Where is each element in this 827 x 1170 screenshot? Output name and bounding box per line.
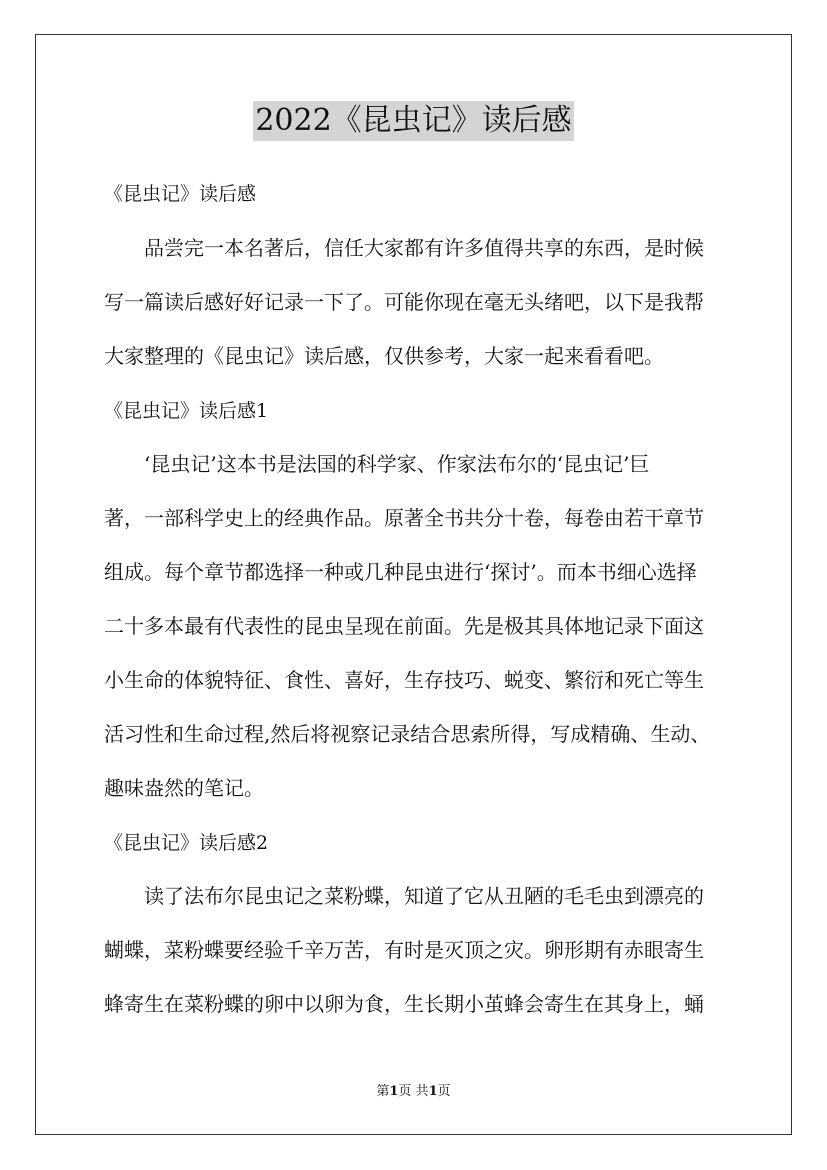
section2-line-3: 蜂寄生在菜粉蝶的卵中以卵为食，生长期小茧蜂会寄生在其身上，蛹 <box>104 992 704 1016</box>
footer-page-current: 1 <box>389 1084 399 1099</box>
section1-heading: 《昆虫记》读后感1 <box>104 400 269 422</box>
intro-line-1: 品尝完一本名著后，信任大家都有许多值得共享的东西，是时候 <box>144 236 704 260</box>
footer-page-total: 1 <box>428 1084 438 1099</box>
section1-line-1: ‘昆虫记’这本书是法国的科学家、作家法布尔的‘昆虫记’巨 <box>144 452 650 476</box>
title-container <box>0 101 827 141</box>
section1-line-2: 著，一部科学史上的经典作品。原著全书共分十卷，每卷由若干章节 <box>104 506 704 530</box>
page-footer <box>0 1083 827 1101</box>
footer-page-mid: 页 共 <box>398 1084 429 1099</box>
intro-heading: 《昆虫记》读后感 <box>104 183 257 205</box>
section1-line-7: 趣味盎然的笔记。 <box>104 776 264 800</box>
intro-line-2: 写一篇读后感好好记录一下了。可能你现在毫无头绪吧，以下是我帮 <box>104 290 704 314</box>
section1-line-5: 小生命的体貌特征、食性、喜好，生存技巧、蜕变、繁衍和死亡等生 <box>104 668 704 692</box>
section1-line-4: 二十多本最有代表性的昆虫呈现在前面。先是极其具体地记录下面这 <box>104 614 704 638</box>
section2-line-1: 读了法布尔昆虫记之菜粉蝶，知道了它从丑陋的毛毛虫到漂亮的 <box>144 884 704 908</box>
document-title: 2022《昆虫记》读后感 <box>253 101 573 141</box>
intro-line-3: 大家整理的《昆虫记》读后感，仅供参考，大家一起来看看吧。 <box>104 344 664 368</box>
footer-page-suffix: 页 <box>437 1084 451 1099</box>
section2-heading: 《昆虫记》读后感2 <box>104 832 269 854</box>
section1-line-3: 组成。每个章节都选择一种或几种昆虫进行‘探讨’。而本书细心选择 <box>104 560 697 584</box>
section2-line-2: 蝴蝶，菜粉蝶要经验千辛万苦，有时是灭顶之灾。卵形期有赤眼寄生 <box>104 938 704 962</box>
section1-line-6: 活习性和生命过程,然后将视察记录结合思索所得，写成精确、生动、 <box>104 722 711 746</box>
footer-page-prefix: 第 <box>376 1084 390 1099</box>
